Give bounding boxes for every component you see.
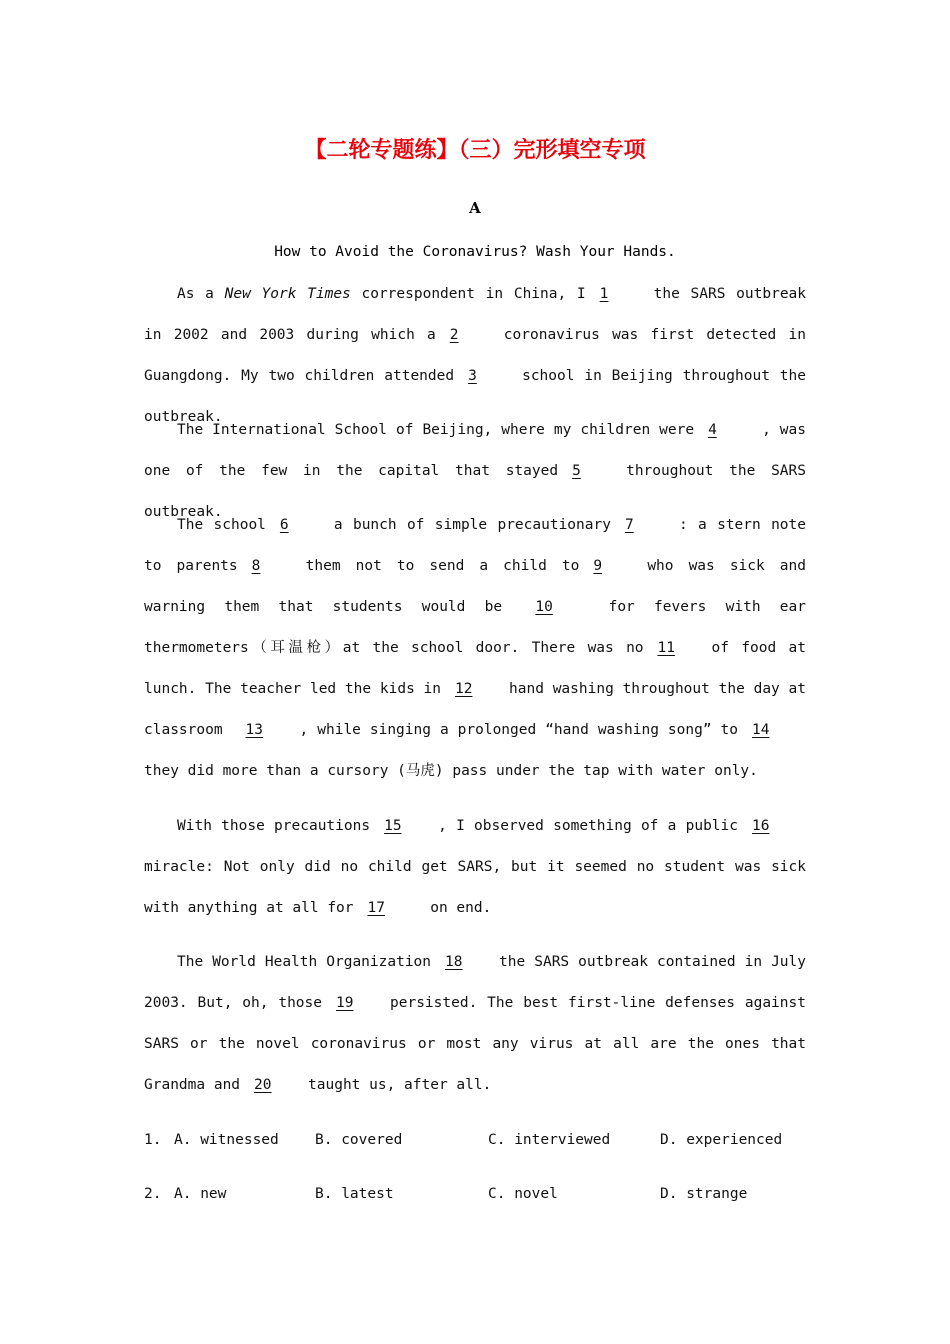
answer-option: D. strange (660, 1186, 748, 1202)
answer-option: C. novel (488, 1186, 558, 1202)
passage-title: How to Avoid the Coronavirus? Wash Your Hands. (274, 244, 676, 260)
paragraph (144, 505, 806, 792)
cloze-blank: 4 (708, 422, 717, 438)
paragraph-text: hand washing throughout the day at classroom (144, 681, 806, 738)
answer-option: B. latest (315, 1186, 394, 1202)
paragraph-text: miracle: Not only did no child get SARS, but it seemed no student was sick with anything at all for (144, 859, 806, 916)
paragraph-text: , I observed something of a public (438, 818, 738, 834)
cloze-blank: 15 (384, 818, 402, 834)
paragraph (144, 806, 806, 929)
cloze-blank: 18 (445, 954, 463, 970)
cloze-blank: 5 (572, 463, 581, 479)
paragraph-text: coronavirus was first detected in Guangdong. My two children attended (144, 327, 806, 384)
paragraph-text: a bunch of simple precautionary (333, 517, 611, 533)
cloze-blank: 10 (535, 599, 553, 615)
paragraph-text: the SARS outbreak contained in July 2003. But, oh, those (144, 954, 806, 1011)
paragraph-text: As a (177, 286, 225, 302)
paragraph-text: : a stern note to parents (144, 517, 806, 574)
paragraph-text: The school (177, 517, 266, 533)
question-list (144, 1129, 844, 1205)
cloze-blank: 13 (245, 722, 264, 738)
paragraph-text: of food at lunch. The teacher led the kids in (144, 640, 806, 697)
cloze-blank: 17 (367, 900, 385, 916)
paragraph-text: The World Health Organization (177, 954, 432, 970)
paragraph-text: persisted. The best first-line defenses against SARS or the novel coronavirus or most any virus at all are the ones that Grandma and (144, 995, 806, 1093)
cloze-blank: 3 (468, 368, 477, 384)
cloze-blank: 14 (751, 722, 770, 738)
paragraph-text: for fevers with ear thermometers（耳温枪）at the school door. There was no (144, 599, 806, 656)
paragraph-text: taught us, after all. (308, 1077, 492, 1093)
paragraph-text: they did more than a cursory (马虎) pass under the tap with water only. (144, 763, 758, 779)
page-title: 【二轮专题练】（三）完形填空专项 (304, 138, 646, 163)
answer-option: C. interviewed (488, 1132, 611, 1148)
answer-option: A. new (174, 1186, 227, 1202)
cloze-blank: 16 (752, 818, 770, 834)
question-row (144, 1183, 844, 1205)
cloze-blank: 19 (336, 995, 354, 1011)
italic-text: New York Times (224, 286, 351, 302)
cloze-blank: 6 (279, 517, 289, 533)
question-number: 1. (144, 1132, 162, 1148)
question-number: 2. (144, 1186, 162, 1202)
question-row (144, 1129, 844, 1151)
paragraph-text: who was sick and warning them that students would be (144, 558, 806, 615)
cloze-blank: 2 (449, 327, 459, 343)
paragraph-text: , was one of the few in the capital that stayed (144, 422, 806, 479)
answer-option: D. experienced (660, 1132, 783, 1148)
paragraph-text: on end. (421, 900, 492, 916)
answer-option: B. covered (315, 1132, 403, 1148)
paragraph-text: throughout the SARS outbreak. (144, 463, 806, 520)
cloze-blank: 9 (593, 558, 603, 574)
cloze-blank: 11 (657, 640, 676, 656)
paragraph-text: With those precautions (177, 818, 371, 834)
cloze-blank: 7 (624, 517, 634, 533)
cloze-blank: 8 (251, 558, 261, 574)
section-label: A (469, 199, 481, 217)
paragraph-text: school in Beijing throughout the outbreak. (144, 368, 806, 425)
cloze-blank: 1 (599, 286, 609, 302)
cloze-blank: 12 (455, 681, 473, 697)
paragraph-text: The International School of Beijing, where my children were (177, 422, 695, 438)
paragraph-text: correspondent in China, I (350, 286, 586, 302)
paragraph-text: the SARS outbreak in 2002 and 2003 during which a (144, 286, 807, 343)
paragraph-text: them not to send a child to (305, 558, 580, 574)
cloze-blank: 20 (254, 1077, 272, 1093)
paragraph (144, 942, 806, 1106)
answer-option: A. witnessed (174, 1132, 279, 1148)
paragraph-text: , while singing a prolonged “hand washing song” to (299, 722, 738, 738)
